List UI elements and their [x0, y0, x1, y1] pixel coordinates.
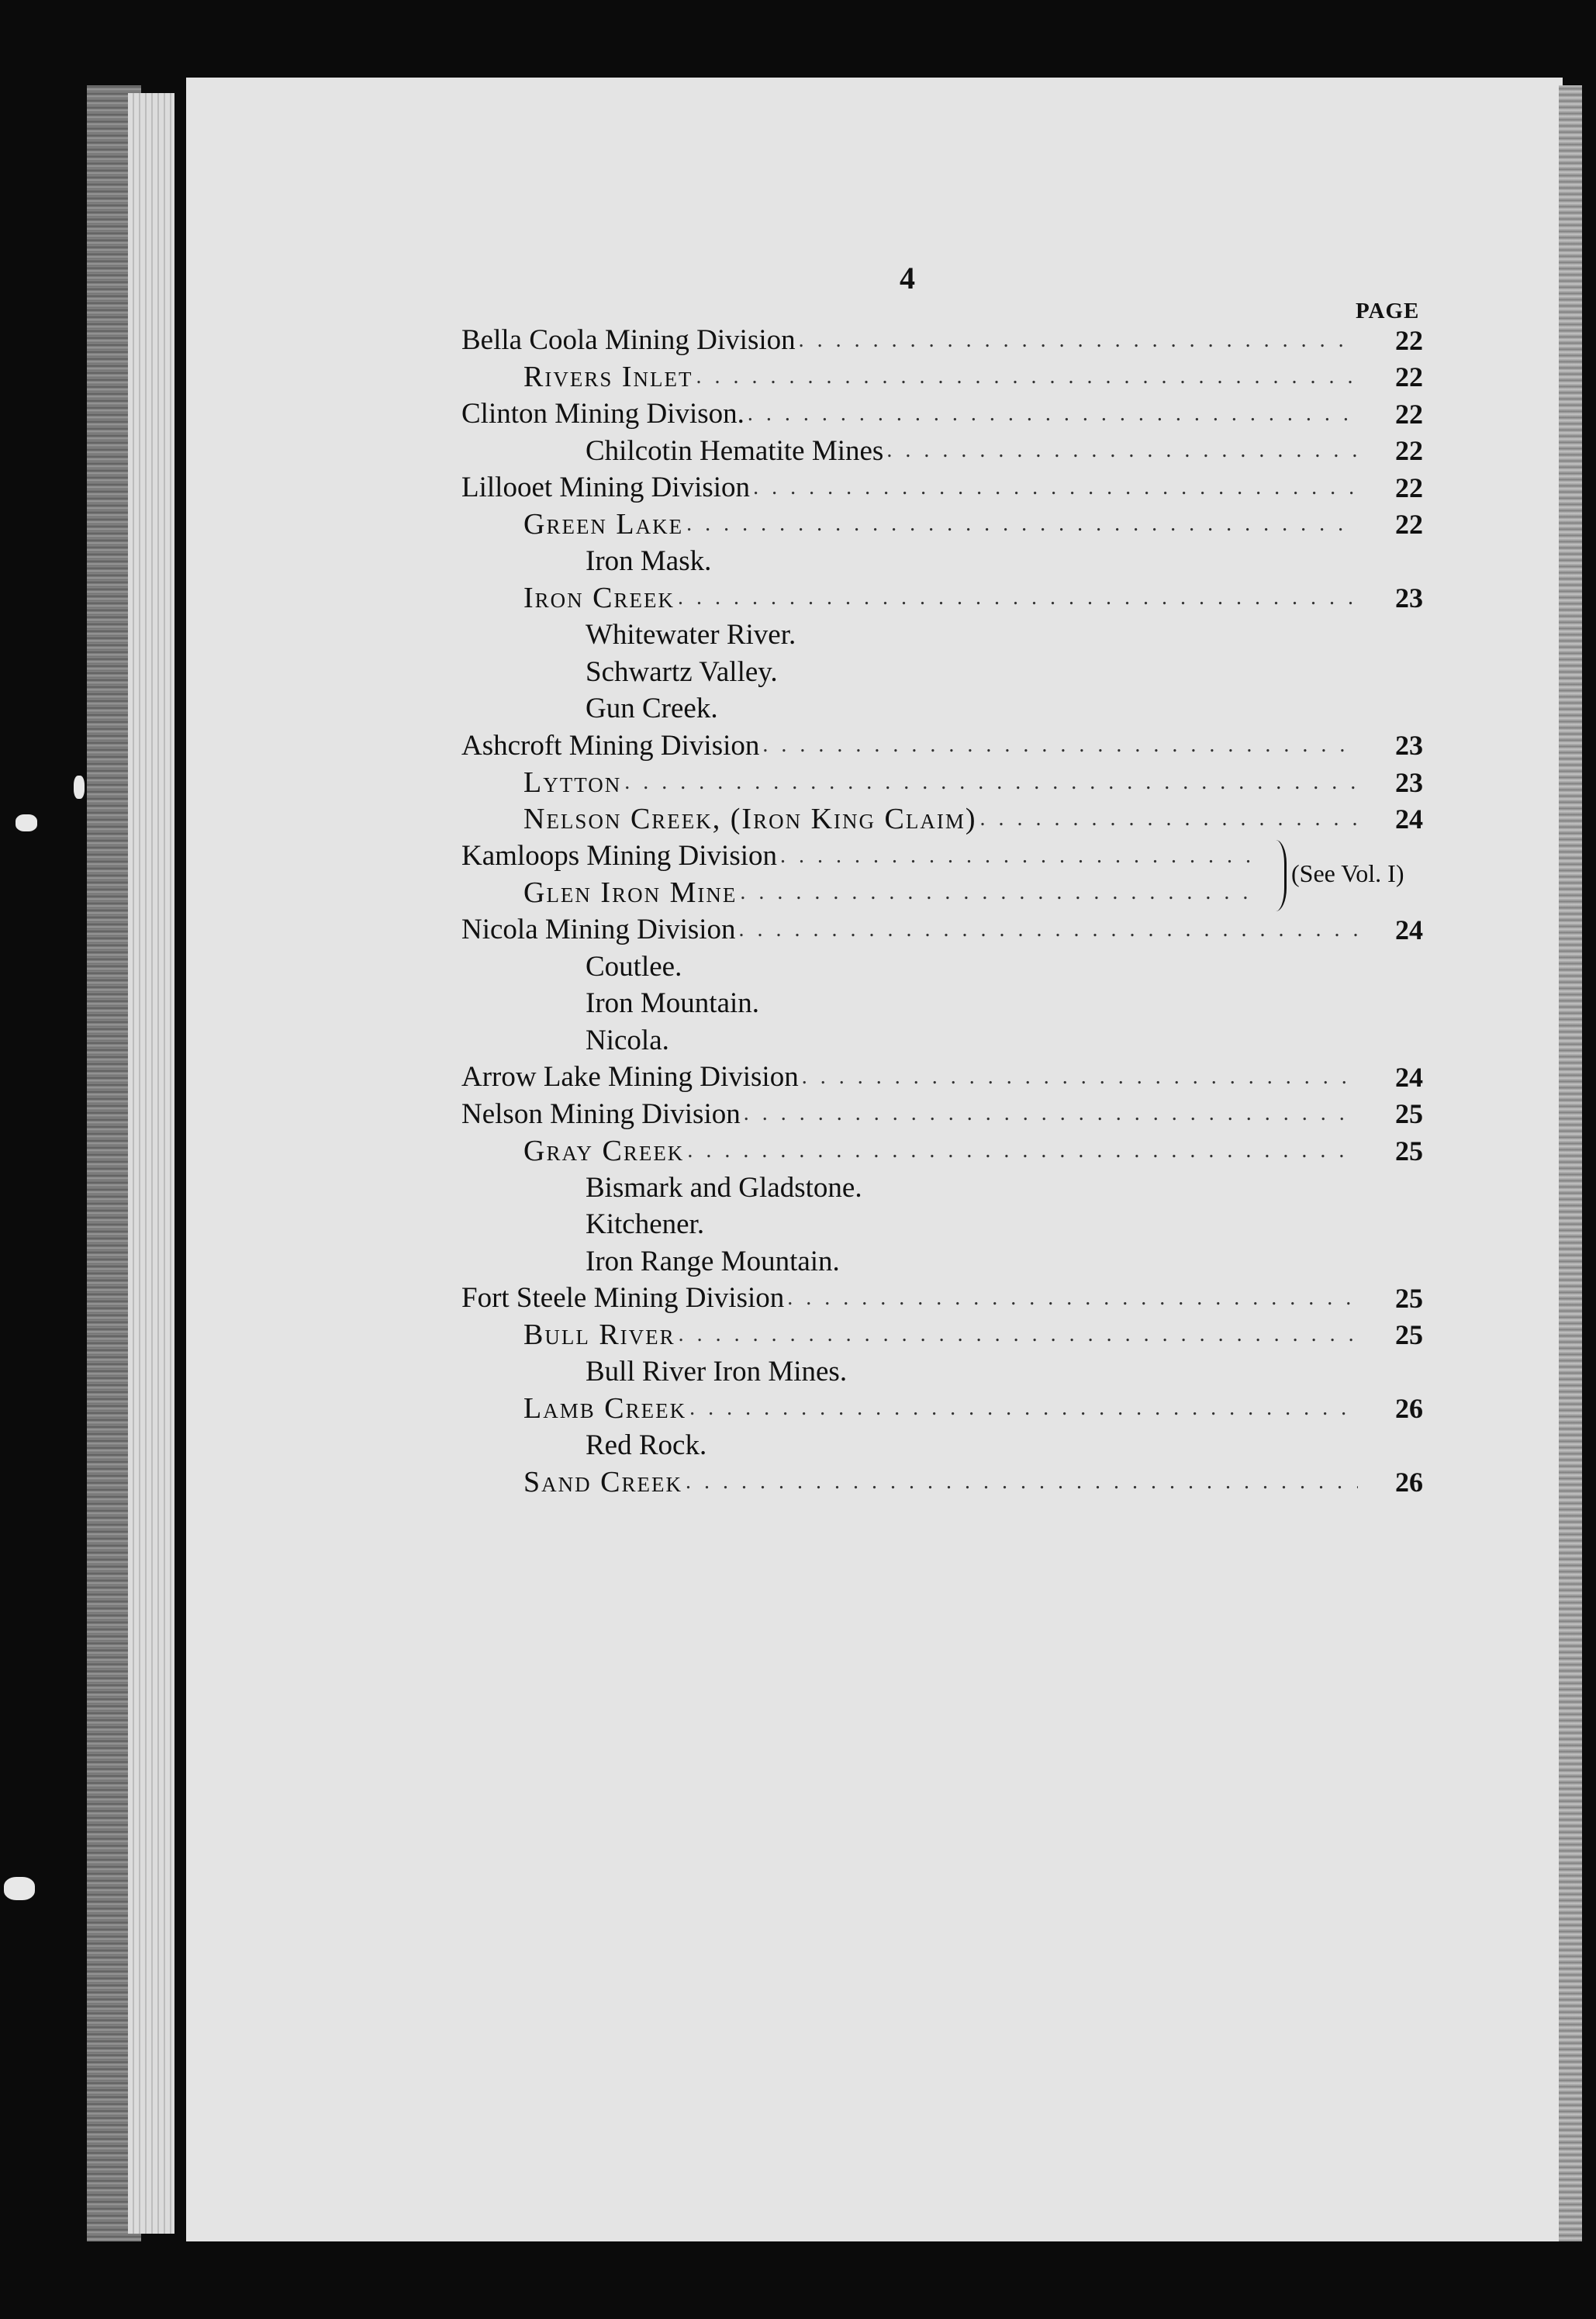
toc-entry-title: Schwartz Valley.: [586, 655, 778, 688]
toc-entry-title: Bull River: [523, 1318, 675, 1352]
dot-leader: [689, 1396, 1358, 1421]
dot-leader: [802, 1065, 1358, 1090]
toc-entry-title: Gun Creek.: [586, 693, 718, 725]
toc-entry-page: 24: [1395, 804, 1423, 835]
toc-entry-title: Chilcotin Hematite Mines: [586, 434, 884, 467]
scan-right-edge: [1559, 85, 1582, 2241]
toc-entry: [461, 1280, 1423, 1317]
toc-entry: [461, 359, 1423, 396]
toc-entry: [461, 801, 1423, 838]
toc-entry: [461, 1317, 1423, 1354]
toc-entry-title: Arrow Lake Mining Division: [461, 1061, 799, 1094]
toc-entry-page: 23: [1395, 582, 1423, 614]
dot-leader: [799, 328, 1358, 353]
toc-entry: [461, 1464, 1423, 1502]
toc-entry-title: Fort Steele Mining Division: [461, 1282, 785, 1315]
scan-speck: [74, 776, 85, 799]
toc-entry: [461, 617, 1423, 654]
toc-entry-title: Rivers Inlet: [523, 361, 693, 394]
toc-entry-page: 24: [1395, 1061, 1423, 1093]
toc-entry-title: Iron Range Mountain.: [586, 1245, 840, 1277]
dot-leader: [679, 1322, 1358, 1347]
toc-entry-title: Ashcroft Mining Division: [461, 729, 760, 762]
toc-entry: [461, 949, 1423, 986]
toc-entry-title: Kitchener.: [586, 1208, 705, 1241]
toc-entry-title: Glen Iron Mine: [523, 876, 738, 910]
toc-entry-page: 22: [1395, 435, 1423, 467]
dot-leader: [787, 1286, 1358, 1311]
toc-entry: [461, 396, 1423, 433]
toc-entry: [461, 506, 1423, 544]
dot-leader: [686, 512, 1358, 537]
dot-leader: [678, 586, 1358, 610]
toc-entry-title: Bismark and Gladstone.: [586, 1171, 862, 1204]
toc-entry-title: Nicola.: [586, 1024, 669, 1056]
toc-entry-title: Iron Mask.: [586, 545, 712, 578]
toc-entry: [461, 433, 1423, 470]
toc-entry-title: Coutlee.: [586, 950, 682, 983]
toc-entry: [461, 1059, 1423, 1096]
toc-entry: [461, 322, 1423, 359]
toc-entry-title: Lillooet Mining Division: [461, 472, 751, 504]
toc-entry-title: Nelson Creek, (Iron King Claim): [523, 803, 977, 836]
toc-entry: [461, 764, 1423, 801]
dot-leader: [686, 1470, 1358, 1495]
dot-leader: [980, 807, 1358, 831]
dot-leader: [740, 880, 1261, 905]
page-stack-edges: [128, 93, 174, 2234]
toc-entry-title: Iron Creek: [523, 582, 675, 615]
dot-leader: [748, 402, 1358, 427]
toc-entry-page: 25: [1395, 1135, 1423, 1166]
dot-leader: [739, 918, 1358, 942]
dot-leader: [886, 438, 1358, 463]
toc-entry: [461, 1427, 1423, 1464]
toc-entry-title: Nelson Mining Division: [461, 1097, 741, 1130]
toc-entry-title: Nicola Mining Division: [461, 914, 736, 946]
dot-leader: [753, 475, 1358, 500]
toc-entry-page: 26: [1395, 1393, 1423, 1425]
toc-entry: [461, 985, 1423, 1022]
toc-entry-title: Sand Creek: [523, 1466, 682, 1499]
dot-leader: [624, 770, 1358, 795]
toc-entry-page: 22: [1395, 361, 1423, 393]
dot-leader: [744, 1101, 1358, 1126]
toc-entry-title: Lamb Creek: [523, 1392, 687, 1426]
toc-entry: [461, 727, 1423, 765]
toc-entry: [461, 654, 1423, 691]
toc-entry-title: Iron Mountain.: [586, 987, 760, 1020]
toc-entry-title: Clinton Mining Divison.: [461, 398, 744, 430]
toc-entry-title: Bella Coola Mining Division: [461, 324, 796, 357]
toc-entry: [461, 1243, 1423, 1280]
toc-entry-page: 25: [1395, 1319, 1423, 1351]
toc-entry-page: 24: [1395, 914, 1423, 945]
toc-entry-page: 23: [1395, 730, 1423, 762]
dot-leader: [696, 365, 1358, 389]
toc-entry: [461, 1206, 1423, 1243]
page-column-label: PAGE: [1356, 299, 1420, 323]
toc-entry: [461, 1391, 1423, 1428]
toc-entry-title: Green Lake: [523, 508, 684, 541]
toc-entry-page: 25: [1395, 1282, 1423, 1314]
toc-entry-page: 23: [1395, 766, 1423, 798]
toc-entry-title: Whitewater River.: [586, 619, 796, 651]
bracket-brace: [1269, 840, 1287, 911]
scan-speck: [16, 814, 37, 831]
toc-entry: [461, 1353, 1423, 1391]
toc-entry-title: Bull River Iron Mines.: [586, 1356, 848, 1388]
toc-entry: [461, 1132, 1423, 1170]
toc-entry-page: 22: [1395, 472, 1423, 503]
toc-entry-page: 22: [1395, 324, 1423, 356]
toc-entry: [461, 690, 1423, 727]
dot-leader: [762, 733, 1358, 758]
bracket-note: (See Vol. I): [1291, 859, 1404, 887]
dot-leader: [780, 844, 1261, 869]
toc-entry: [461, 1096, 1423, 1133]
table-of-contents: [461, 322, 1423, 1501]
toc-entry: [461, 911, 1423, 949]
dot-leader: [687, 1139, 1358, 1163]
toc-entry: [461, 580, 1423, 617]
toc-entry-title: Kamloops Mining Division: [461, 840, 778, 873]
toc-entry-title: Red Rock.: [586, 1429, 707, 1462]
page-number: 4: [900, 261, 915, 295]
toc-entry-page: 25: [1395, 1098, 1423, 1130]
toc-entry-page: 22: [1395, 509, 1423, 541]
toc-entry-page: 26: [1395, 1467, 1423, 1498]
toc-entry: [461, 543, 1423, 580]
scan-speck: [4, 1877, 35, 1900]
toc-entry: [461, 469, 1423, 506]
toc-entry-page: 22: [1395, 398, 1423, 430]
toc-entry: [461, 1022, 1423, 1059]
toc-entry-title: Lytton: [523, 766, 622, 799]
toc-entry: [461, 1170, 1423, 1207]
toc-entry-title: Gray Creek: [523, 1134, 685, 1167]
